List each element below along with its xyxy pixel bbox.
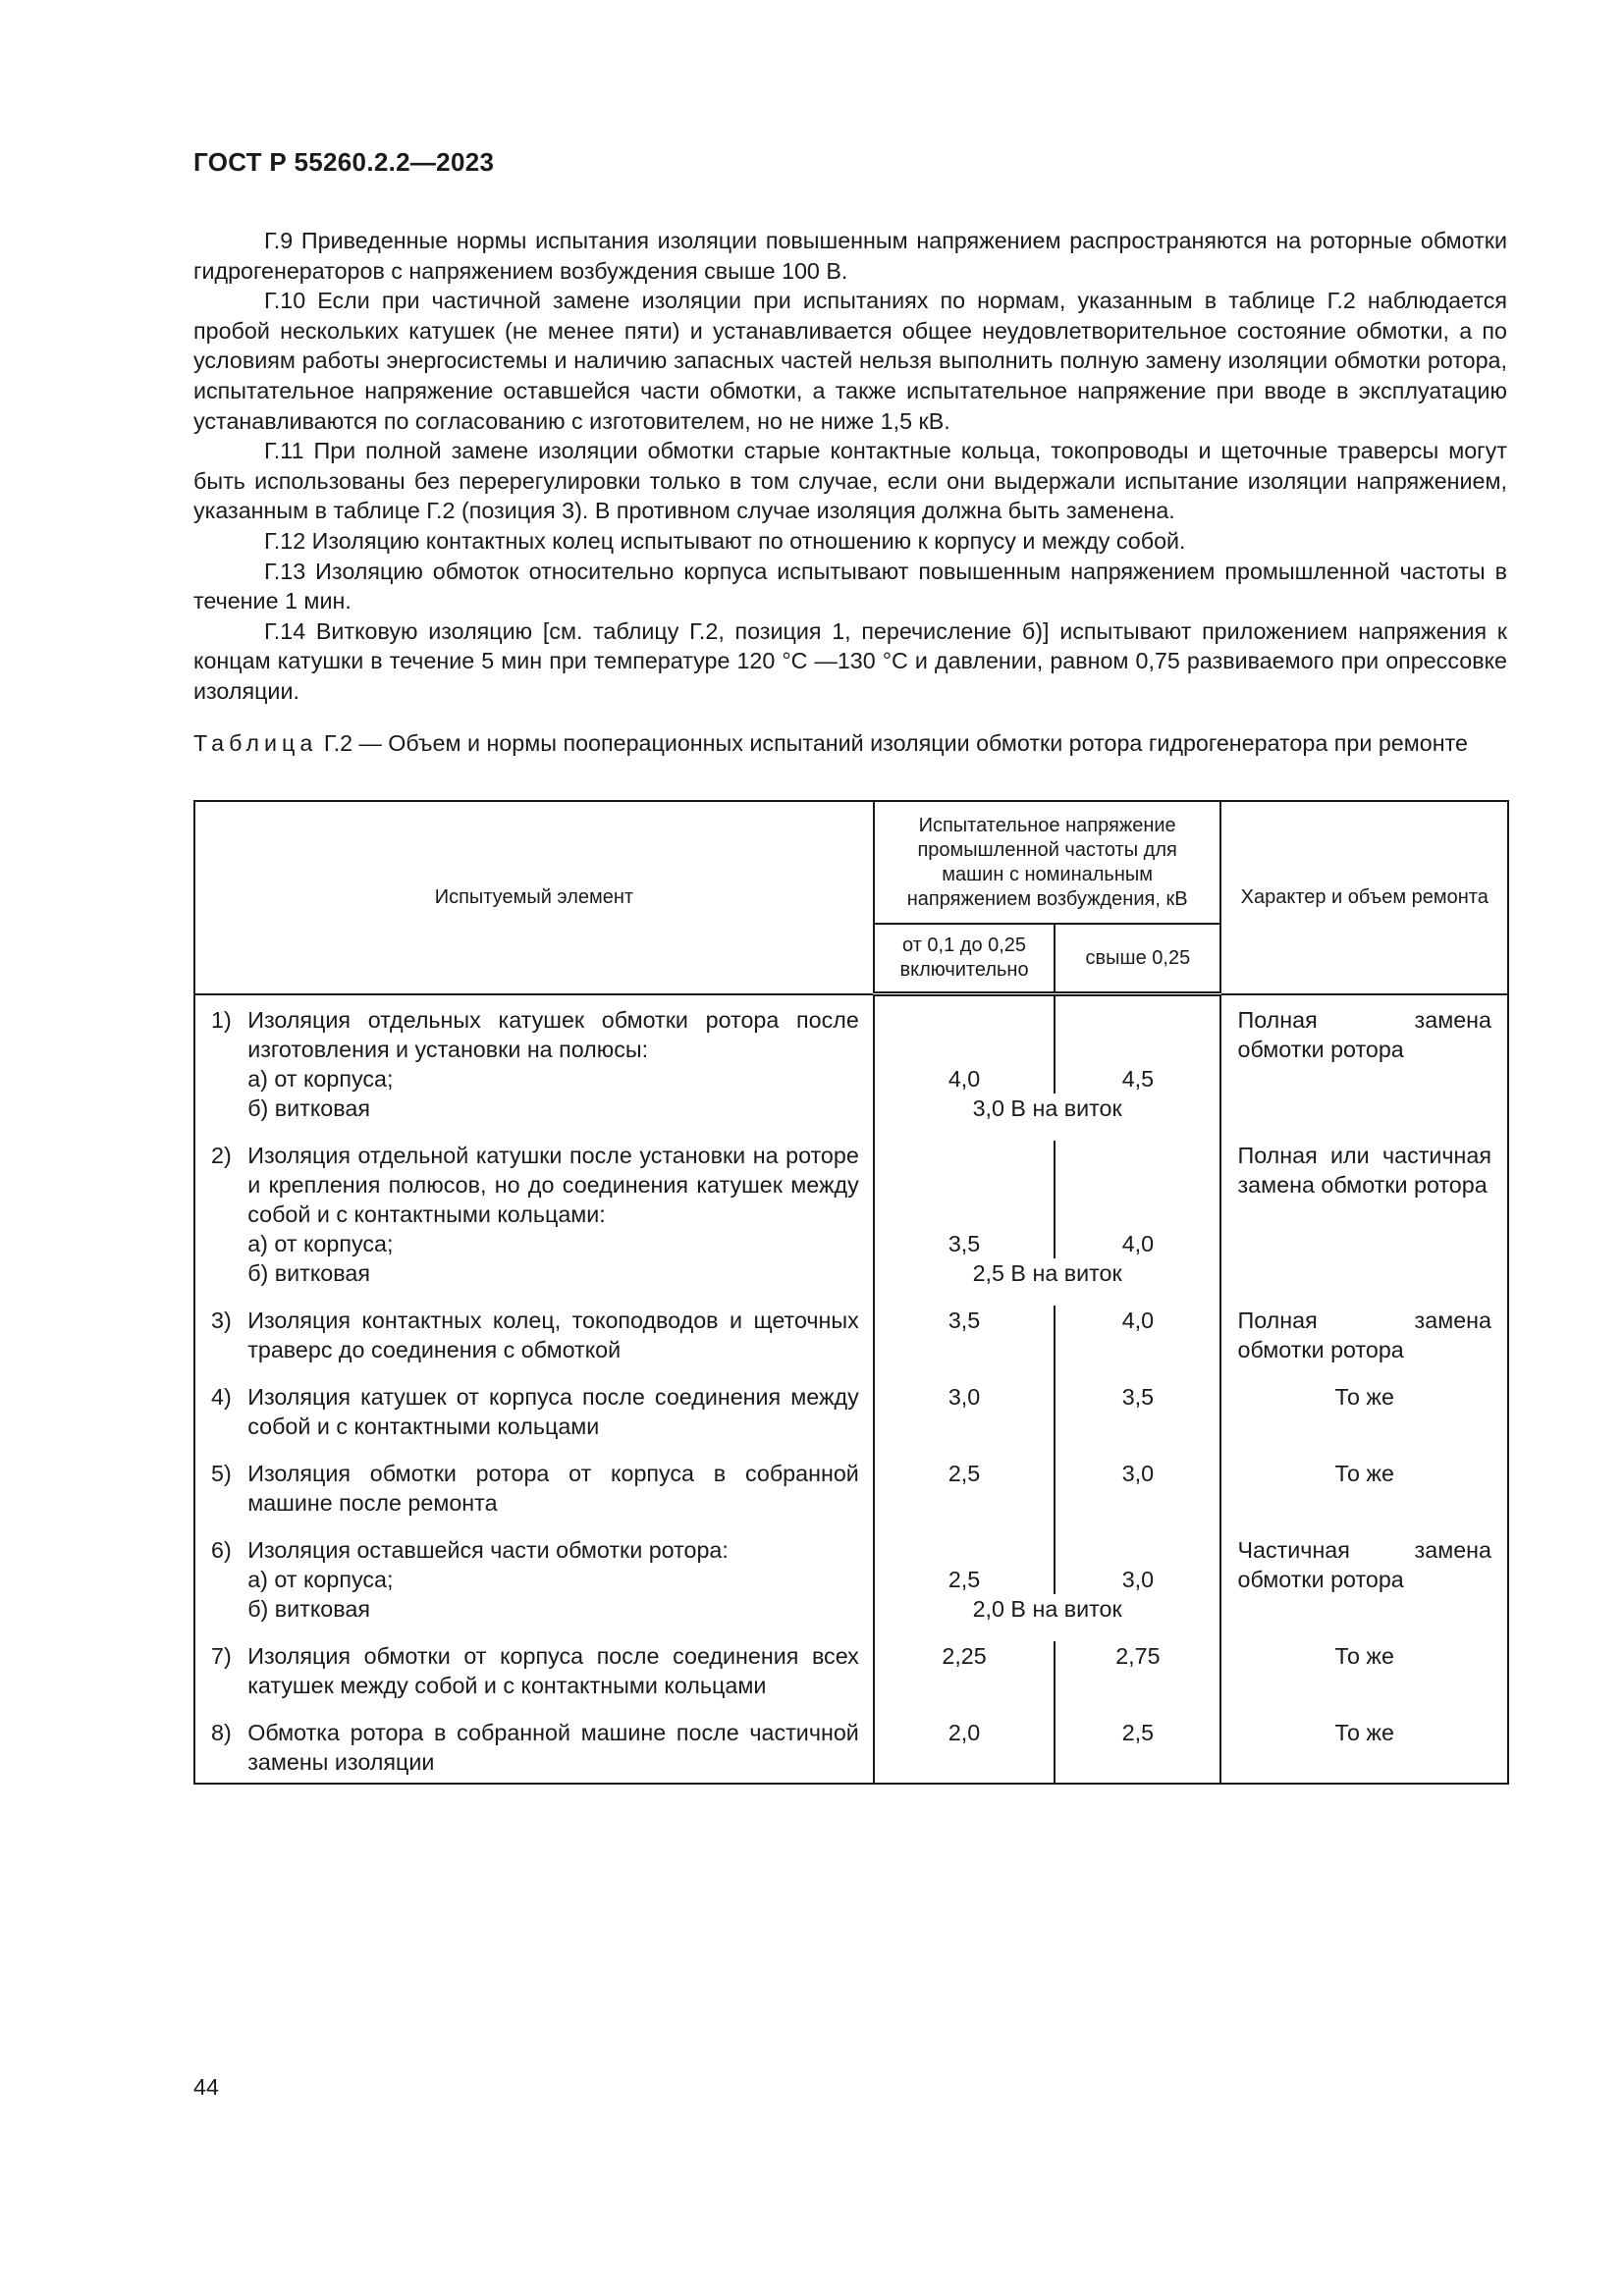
table-row: [194, 1094, 1508, 1141]
paragraph-g14: Г.14 Витковую изоляцию [см. таблицу Г.2, позиция 1, перечисление б)] испытывают приложением напряжения к концам катушки в течение 5 мин при температуре 120 °С —130 °С и давлении, равном 0,75 развиваемого при опрессовке изоляции.: [193, 617, 1507, 704]
paragraph-g12: Г.12 Изоляцию контактных колец испытывают по отношению к корпусу и между собой.: [264, 527, 1186, 554]
paragraph-g9: Г.9 Приведенные нормы испытания изоляции повышенным напряжением распространяются на роторные обмотки гидрогенераторов с напряжением возбуждения свыше 100 В.: [193, 228, 1507, 284]
row-voltage-low: [874, 1535, 1055, 1565]
header-voltage-group: Испытательное напряжение промышленной частоты для машин с номинальным напряжением возбуждения, кВ: [874, 801, 1221, 924]
row-voltage-high: 4,0: [1055, 1229, 1220, 1258]
row-number: 2): [194, 1141, 247, 1229]
row-voltage-high: [1055, 994, 1220, 1064]
paragraph-g11: Г.11 При полной замене изоляции обмотки старые контактные кольца, токопроводы и щеточные траверсы могут быть использованы без перерегулировки только в том случае, если они выдержали испытание изоляции напряжением, указанным в таблице Г.2 (позиция 3). В противном случае изоляция должна быть заменена.: [193, 438, 1507, 524]
row-element-name: Изоляция оставшейся части обмотки ротора:: [247, 1536, 729, 1563]
header-voltage-high: свыше 0,25: [1055, 924, 1220, 994]
table-row: [194, 1535, 1508, 1565]
row-voltage-high: 3,5: [1055, 1382, 1220, 1459]
row-repair: То же: [1220, 1459, 1508, 1535]
row-element-name: Изоляция отдельных катушек обмотки ротора после изготовления и установки на полюсы:: [247, 1006, 859, 1062]
row-repair: Полная замена обмотки ротора: [1220, 994, 1508, 1064]
row-voltage-low: 4,0: [874, 1064, 1055, 1094]
document-header: ГОСТ Р 55260.2.2—2023: [193, 147, 495, 177]
table-row: [194, 1306, 1508, 1382]
row-number: 7): [194, 1641, 247, 1718]
row-voltage-combined: 3,0 В на виток: [874, 1094, 1221, 1141]
row-element-name: б) витковая: [247, 1095, 370, 1121]
row-voltage-low: 3,5: [874, 1229, 1055, 1258]
table-row: [194, 1459, 1508, 1535]
page-number: 44: [193, 2074, 219, 2100]
row-repair: То же: [1220, 1641, 1508, 1718]
row-number: 3): [194, 1306, 247, 1382]
row-number: 4): [194, 1382, 247, 1459]
row-voltage-high: [1055, 1535, 1220, 1565]
table-row: [194, 1258, 1508, 1306]
row-voltage-high: [1055, 1141, 1220, 1229]
row-element-name: Обмотка ротора в собранной машине после частичной замены изоляции: [247, 1718, 874, 1784]
row-voltage-low: [874, 994, 1055, 1064]
row-voltage-combined: 2,0 В на виток: [874, 1594, 1221, 1641]
row-voltage-low: [874, 1141, 1055, 1229]
row-element-name: а) от корпуса;: [247, 1230, 394, 1256]
row-voltage-low: 2,0: [874, 1718, 1055, 1784]
row-number: 1): [194, 994, 247, 1064]
row-repair: То же: [1220, 1718, 1508, 1784]
row-element-name: Изоляция контактных колец, токоподводов и щеточных траверс до соединения с обмоткой: [247, 1307, 859, 1362]
row-repair: То же: [1220, 1382, 1508, 1459]
row-voltage-low: 2,5: [874, 1565, 1055, 1594]
row-number: [194, 1258, 247, 1306]
row-element-name: Изоляция обмотки от корпуса после соединения всех катушек между собой и с контактными кольцами: [247, 1642, 859, 1698]
table-row: [194, 994, 1508, 1064]
table-row: [194, 1641, 1508, 1718]
table-body: [194, 994, 1508, 1784]
header-voltage-low: от 0,1 до 0,25 включительно: [874, 924, 1055, 994]
row-voltage-combined: 2,5 В на виток: [874, 1258, 1221, 1306]
row-number: [194, 1565, 247, 1594]
row-number: [194, 1594, 247, 1641]
paragraph-g13: Г.13 Изоляцию обмоток относительно корпуса испытывают повышенным напряжением промышленной частоты в течение 1 мин.: [193, 558, 1507, 614]
row-voltage-low: 2,5: [874, 1459, 1055, 1535]
row-repair: Полная замена обмотки ротора: [1220, 1306, 1508, 1382]
row-element-name: а) от корпуса;: [247, 1566, 394, 1592]
row-voltage-high: 3,0: [1055, 1565, 1220, 1594]
row-element-name: б) витковая: [247, 1595, 370, 1622]
header-repair: Характер и объем ремонта: [1220, 801, 1508, 994]
table-row: [194, 1141, 1508, 1229]
row-repair: Частичная замена обмотки ротора: [1220, 1535, 1508, 1641]
row-element-name: а) от корпуса;: [247, 1065, 394, 1092]
row-number: [194, 1064, 247, 1094]
row-voltage-low: 2,25: [874, 1641, 1055, 1718]
header-element: Испытуемый элемент: [194, 801, 874, 994]
spec-table: [193, 800, 1509, 1785]
row-voltage-high: 2,75: [1055, 1641, 1220, 1718]
row-voltage-high: 4,5: [1055, 1064, 1220, 1094]
row-voltage-high: 3,0: [1055, 1459, 1220, 1535]
row-element-name: Изоляция отдельной катушки после установки на роторе и крепления полюсов, но до соединения катушек между собой и с контактными кольцами:: [247, 1142, 859, 1227]
row-voltage-high: 2,5: [1055, 1718, 1220, 1784]
table-row: [194, 1229, 1508, 1258]
table-row: [194, 1064, 1508, 1094]
row-number: 6): [194, 1535, 247, 1565]
row-number: [194, 1094, 247, 1141]
row-number: [194, 1229, 247, 1258]
row-element-name: б) витковая: [247, 1259, 370, 1286]
row-number: 5): [194, 1459, 247, 1535]
row-element-name: Изоляция обмотки ротора от корпуса в собранной машине после ремонта: [247, 1460, 859, 1516]
row-number: 8): [194, 1718, 247, 1784]
body-text: [193, 226, 1507, 707]
row-voltage-high: 4,0: [1055, 1306, 1220, 1382]
row-repair: Полная или частичная замена обмотки ротора: [1220, 1141, 1508, 1229]
table-caption-label: Таблица: [193, 730, 318, 756]
row-voltage-low: 3,0: [874, 1382, 1055, 1459]
row-repair: [1220, 1229, 1508, 1258]
table-row: [194, 1718, 1508, 1784]
paragraph-g10: Г.10 Если при частичной замене изоляции при испытаниях по нормам, указанным в таблице Г.2 наблюдается пробой нескольких катушек (не менее пяти) и устанавливается общее неудовлетворительное состояние обмотки, а по условиям работы энергосистемы и наличию запасных частей нельзя выполнить полную замену изоляции обмотки ротора, испытательное напряжение оставшейся части обмотки, а также испытательное напряжение при вводе в эксплуатацию устанавливаются по согласованию с изготовителем, но не ниже 1,5 кВ.: [193, 288, 1507, 434]
table-caption-text: Г.2 — Объем и нормы пооперационных испытаний изоляции обмотки ротора гидрогенератора при ремонте: [323, 730, 1468, 756]
row-repair: [1220, 1258, 1508, 1306]
table-caption: [193, 728, 1507, 759]
row-repair: [1220, 1064, 1508, 1094]
row-repair: [1220, 1094, 1508, 1141]
row-element-name: Изоляция катушек от корпуса после соединения между собой и с контактными кольцами: [247, 1383, 859, 1439]
table-row: [194, 1382, 1508, 1459]
row-voltage-low: 3,5: [874, 1306, 1055, 1382]
